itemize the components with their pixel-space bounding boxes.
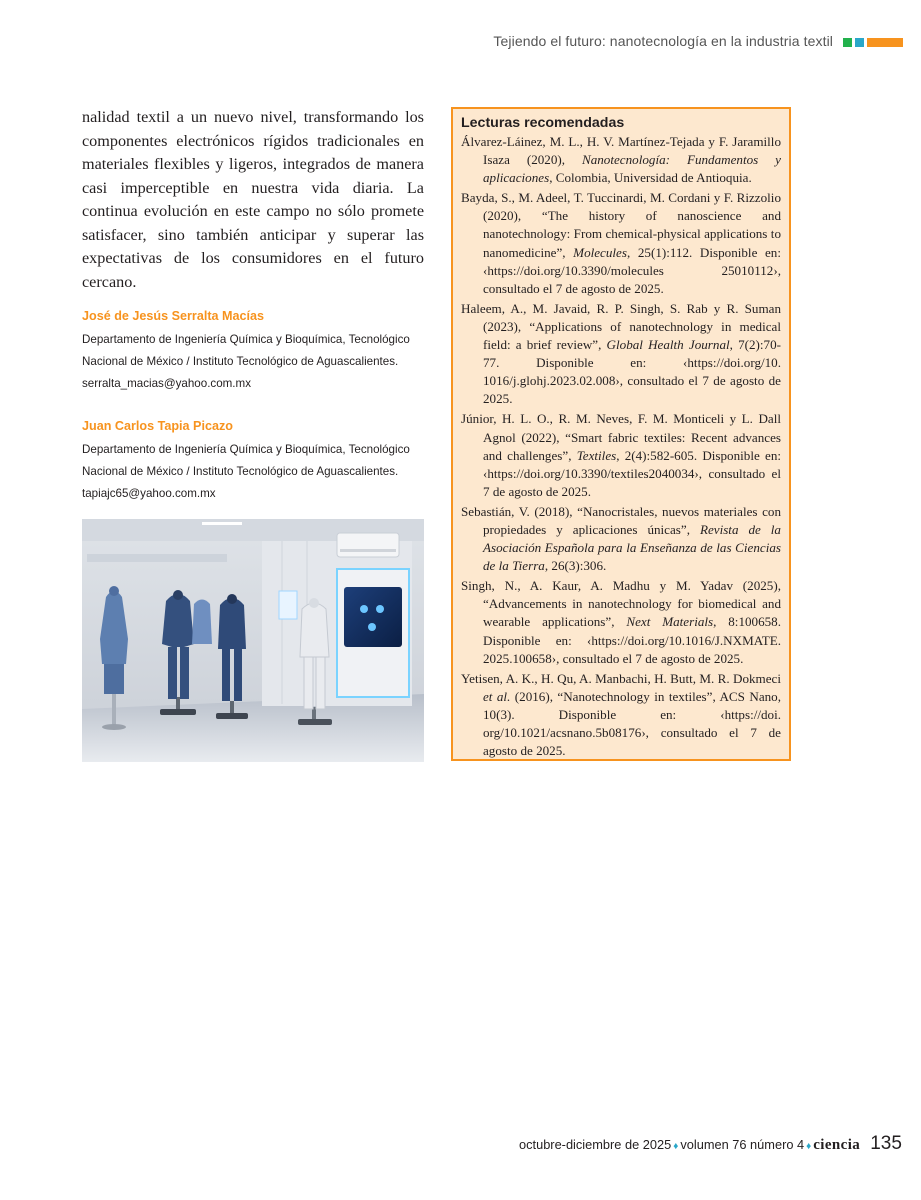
author-name-1: José de Jesús Serralta Macías xyxy=(82,309,265,323)
reference-item xyxy=(461,189,781,298)
recommended-readings-box xyxy=(451,107,791,761)
reference-details: , 25(1):112. Disponible en: ‹https://doi.org/10.3390/molecules 25010112›, consultado el 7 de agosto de 2025. xyxy=(483,244,781,296)
reference-source-title: et al. xyxy=(483,688,511,704)
reference-item xyxy=(461,133,781,187)
reference-text: Júnior, H. L. O., R. M. Neves, F. M. Monticeli y L. Dall Agnol (2022), “Smart fabric textiles: Recent advances and challenges”, xyxy=(461,411,781,463)
green-square-icon xyxy=(843,38,852,47)
reference-text: Sebastián, V. (2018), “Nanocristales, nuevos materiales con propiedades y aplicaciones únicas”, xyxy=(461,503,781,537)
author-email-1[interactable]: serralta_macias@yahoo.com.mx xyxy=(82,377,251,390)
readings-title: Lecturas recomendadas xyxy=(461,115,625,131)
reference-item xyxy=(461,670,781,760)
blue-square-icon xyxy=(855,38,864,47)
diamond-separator-icon: ♦ xyxy=(806,1141,812,1152)
reference-details: , 2(4):582-605. Disponible en: ‹https://doi.org/10.3390/textiles2040034›, consultado el 7 de agosto de 2025. xyxy=(483,447,782,499)
reference-details: , 7(2):70-77. Disponible en: ‹https://doi.org/10. 1016/j.glohj.2023.02.008›, consultado el 7 de agosto de 2025. xyxy=(483,337,781,407)
reference-text: Yetisen, A. K., H. Qu, A. Manbachi, H. Butt, M. R. Dokmeci xyxy=(461,670,781,686)
reference-text: Álvarez-Láinez, M. L., H. V. Martínez-Tejada y F. Jaramillo Isaza (2020), xyxy=(461,134,781,168)
reference-item xyxy=(461,577,781,667)
header-color-squares xyxy=(843,38,903,47)
footer-date: octubre-diciembre de 2025 xyxy=(519,1137,672,1152)
reference-details: , 26(3):306. xyxy=(544,558,607,574)
footer-volume: volumen 76 número 4 xyxy=(680,1137,805,1152)
author-affiliation-text-1: Departamento de Ingeniería Química y Bioquímica, Tecnológico Nacional de México / Instituto Tecnológico de Aguascalientes. xyxy=(82,333,410,368)
reference-source-title: Global Health Journal xyxy=(606,337,730,353)
reference-details: , 8:100658. Disponible en: ‹https://doi.org/10.1016/J.NXMATE. 2025.100658›, consultado el 7 de agosto de 2025. xyxy=(483,614,782,666)
reference-item xyxy=(461,503,781,575)
reference-text: Singh, N., A. Kaur, A. Madhu y M. Yadav (2025), “Advancements in nanotechnology for biomedical and wearable applications”, xyxy=(461,578,781,630)
reference-text: Haleem, A., M. Javaid, R. P. Singh, S. Rab y R. Suman (2023), “Applications of nanotechnology in medical field: a brief review”, xyxy=(461,300,781,353)
reference-item xyxy=(461,410,781,500)
reference-source-title: Revista de la Asociación Española para la Enseñanza de las Ciencias de la Tierra xyxy=(483,521,781,574)
reference-details: (2016), “Nanotechnology in textiles”, ACS Nano, 10(3). Disponible en: ‹https://doi. org/10.1021/acsnano.5b08176›, consultado el 7 de agosto de 2025. xyxy=(483,688,781,759)
reference-list xyxy=(461,133,781,760)
page-number: 135 xyxy=(870,1133,902,1154)
author-email-2[interactable]: tapiajc65@yahoo.com.mx xyxy=(82,487,216,500)
reference-details: , Colombia, Universidad de Antioquia. xyxy=(549,170,752,186)
reference-item xyxy=(461,300,781,409)
page-footer xyxy=(519,1133,902,1155)
author-affiliation-1 xyxy=(82,329,427,395)
author-affiliation-2 xyxy=(82,439,427,505)
showroom-mannequins-photo xyxy=(82,519,424,762)
author-affiliation-text-2: Departamento de Ingeniería Química y Bioquímica, Tecnológico Nacional de México / Instituto Tecnológico de Aguascalientes. xyxy=(82,443,410,478)
body-paragraph: nalidad textil a un nuevo nivel, transformando los componentes electrónicos rígidos tradicionales en materiales flexibles y ligeros, integrados de manera casi imperceptible en nuestra vida diaria. La continua evolución en este campo no sólo promete satisfacer, sino también anticipar y superar las expectativas de los consumidores en el futuro cercano. xyxy=(82,108,424,291)
footer-magazine-name: ciencia xyxy=(813,1137,861,1153)
running-header-title: Tejiendo el futuro: nanotecnología en la industria textil xyxy=(493,33,833,49)
reference-source-title: Nanotecnología: Fundamentos y aplicaciones xyxy=(483,152,781,186)
reference-source-title: Next Materials xyxy=(626,614,714,630)
reference-source-title: Molecules xyxy=(573,244,627,260)
reference-text: Bayda, S., M. Adeel, T. Tuccinardi, M. Cordani y F. Rizzolio (2020), “The history of nanoscience and nanotechnology: From chemical-physical applications to nanomedicine”, xyxy=(461,190,781,260)
author-name-2: Juan Carlos Tapia Picazo xyxy=(82,419,233,433)
orange-bar-icon xyxy=(867,38,903,47)
diamond-separator-icon: ♦ xyxy=(673,1141,679,1152)
reference-source-title: Textiles xyxy=(576,447,617,463)
